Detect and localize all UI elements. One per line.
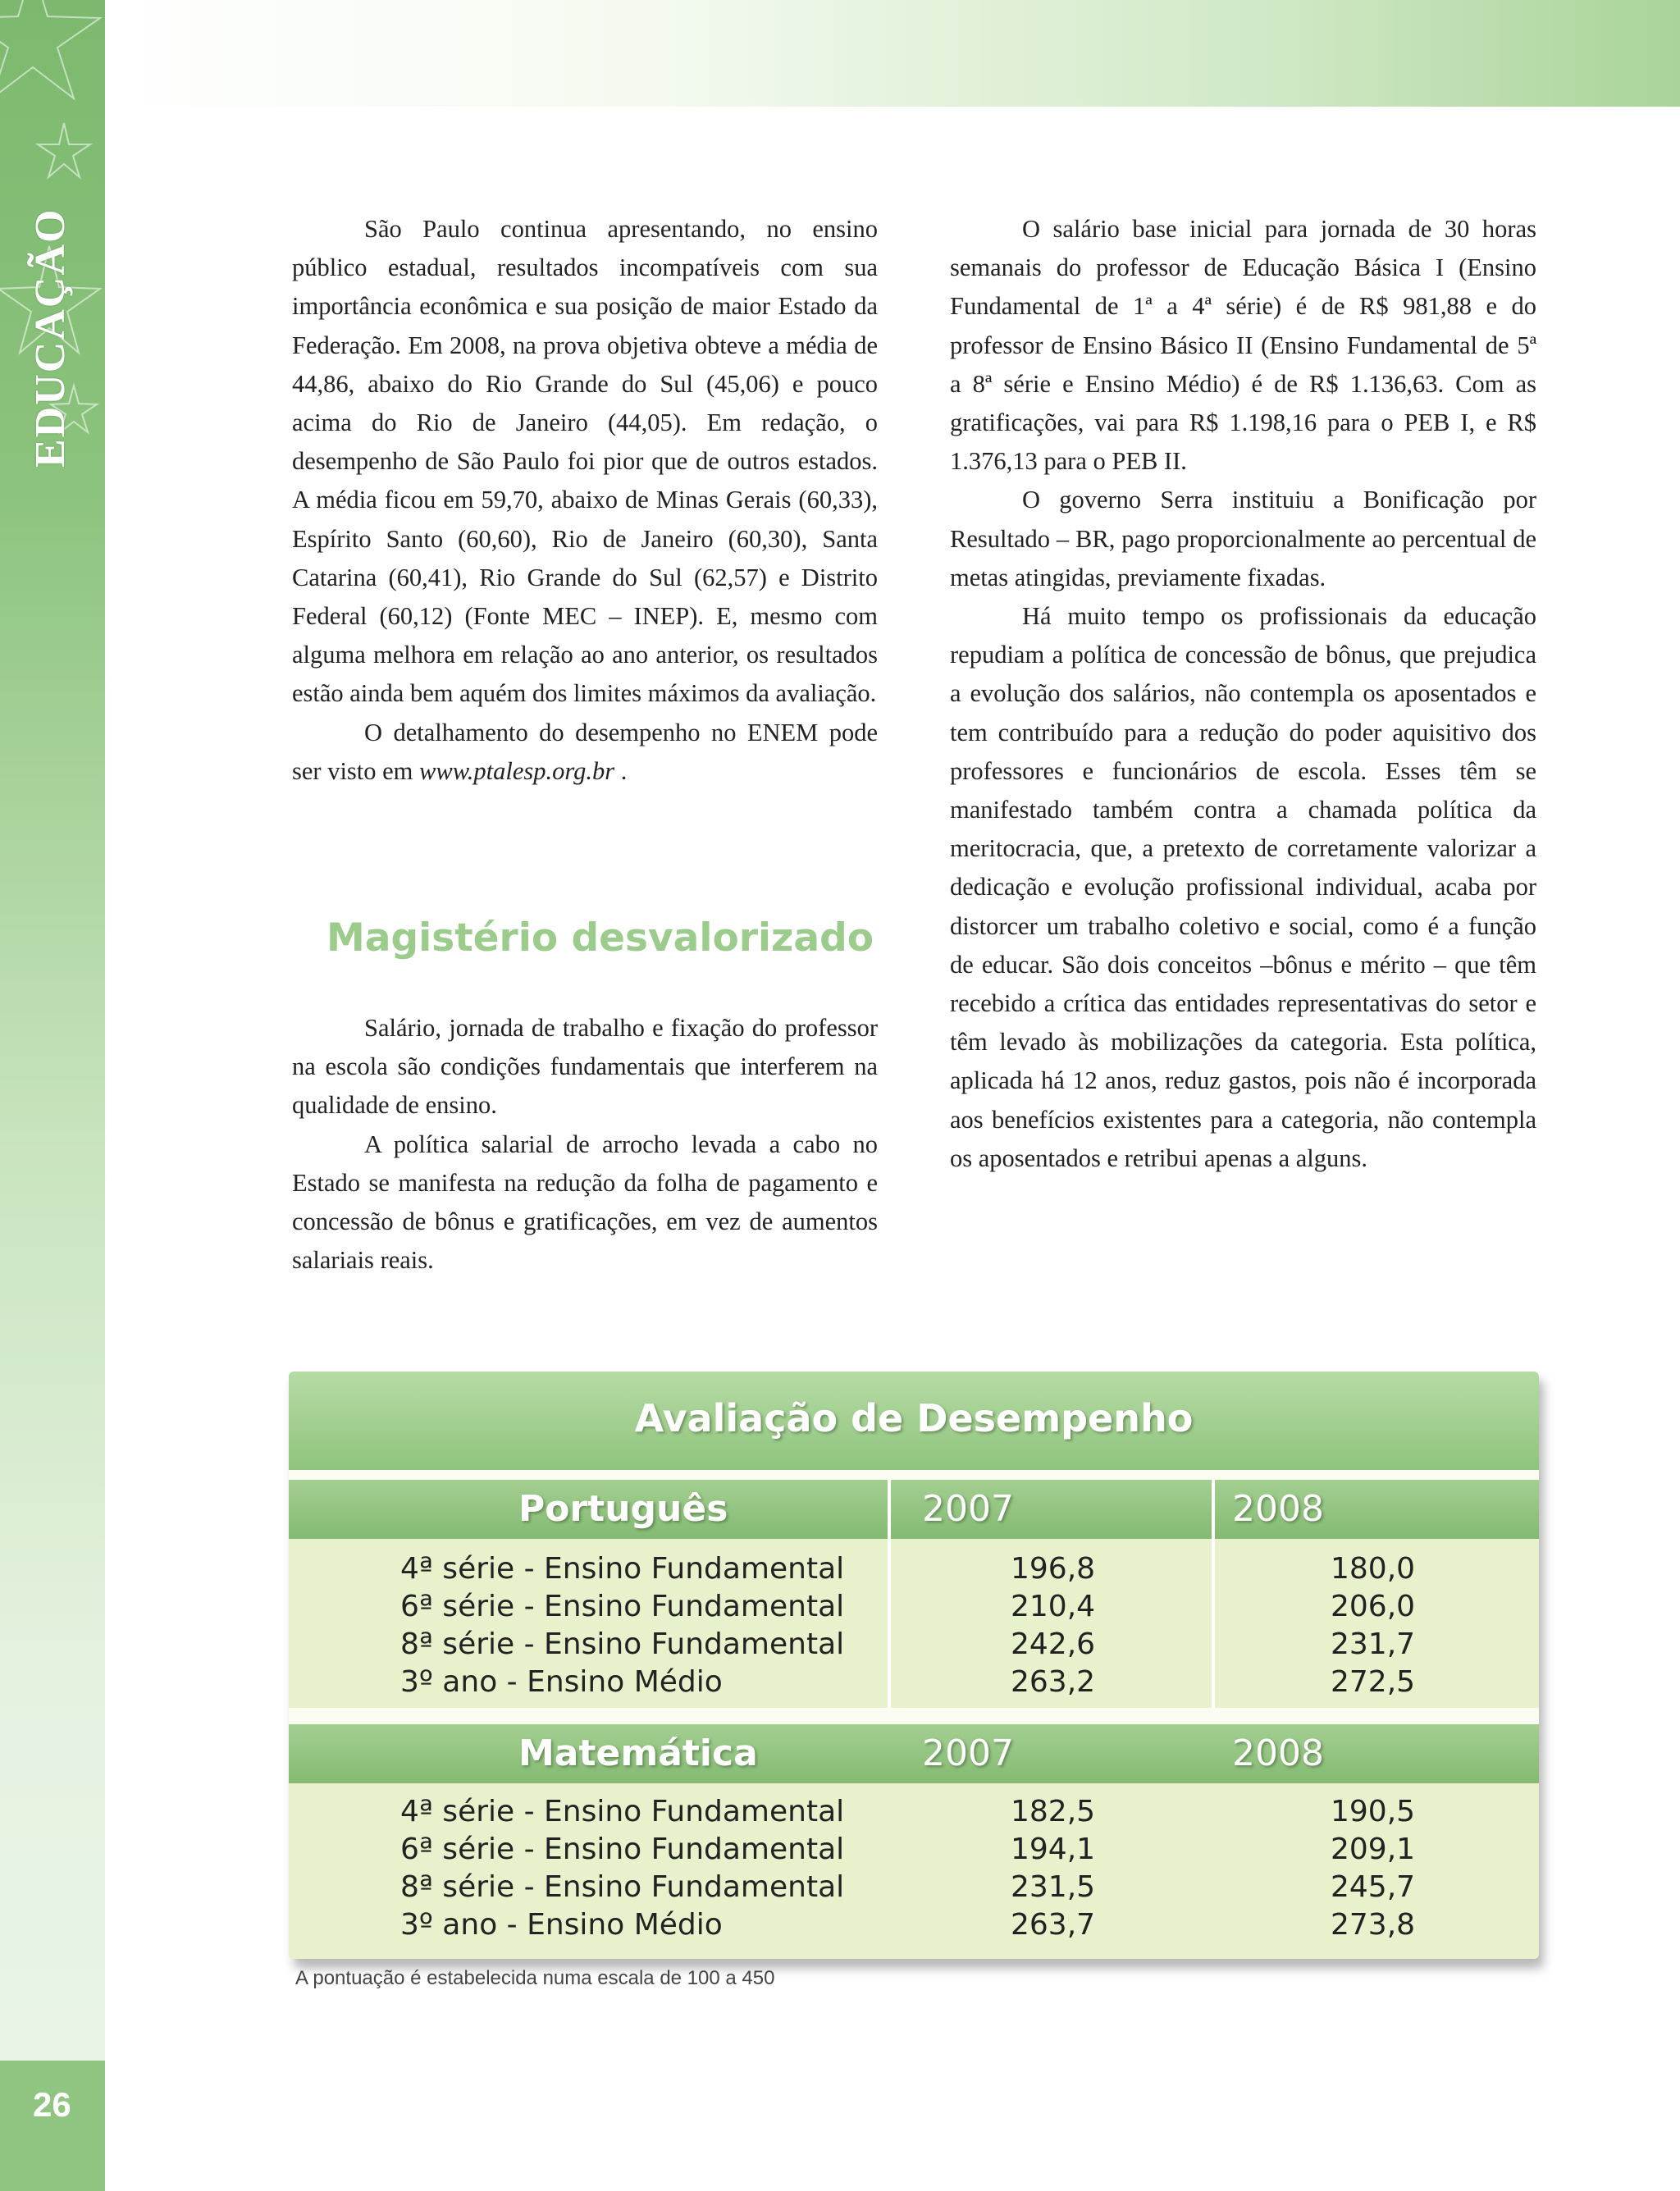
value-2008: 209,1 bbox=[1331, 1833, 1416, 1866]
table-row bbox=[289, 1624, 1539, 1662]
row-label: 4ª série - Ensino Fundamental bbox=[400, 1552, 845, 1586]
value-2008: 180,0 bbox=[1331, 1552, 1416, 1586]
value-2007: 231,5 bbox=[1011, 1870, 1096, 1904]
section-heading: Magistério desvalorizado bbox=[326, 915, 874, 961]
value-2007: 263,2 bbox=[1011, 1665, 1096, 1699]
value-2008: 206,0 bbox=[1331, 1590, 1416, 1623]
row-label: 3º ano - Ensino Médio bbox=[400, 1908, 723, 1942]
value-2008: 272,5 bbox=[1331, 1665, 1416, 1699]
left-column bbox=[292, 210, 878, 791]
section-label: EDUCAÇÃO bbox=[27, 208, 74, 468]
subject-label: Matemática bbox=[518, 1732, 758, 1774]
paragraph-end: . bbox=[614, 756, 628, 785]
paragraph-text: O detalhamento do desempenho no ENEM pode ser visto em bbox=[292, 718, 878, 785]
column-divider bbox=[1212, 1480, 1215, 1708]
year-label: 2008 bbox=[1232, 1488, 1324, 1530]
value-2007: 182,5 bbox=[1011, 1795, 1096, 1828]
table-row bbox=[289, 1829, 1539, 1867]
paragraph: O governo Serra instituiu a Bonificação por Resultado – BR, pago proporcionalmente ao percentual de metas atingidas, previamente fixadas. bbox=[950, 486, 1536, 591]
value-2008: 190,5 bbox=[1331, 1795, 1416, 1828]
table-row bbox=[289, 1792, 1539, 1829]
table-body-portugues bbox=[289, 1539, 1539, 1708]
table-row bbox=[289, 1549, 1539, 1586]
value-2008: 273,8 bbox=[1331, 1908, 1416, 1942]
performance-table bbox=[289, 1372, 1539, 1959]
table-body-matematica bbox=[289, 1783, 1539, 1959]
row-label: 6ª série - Ensino Fundamental bbox=[400, 1833, 845, 1866]
right-column bbox=[950, 210, 1536, 1178]
table-title: Avaliação de Desempenho bbox=[634, 1396, 1194, 1440]
row-label: 3º ano - Ensino Médio bbox=[400, 1665, 723, 1699]
paragraph: O salário base inicial para jornada de 30 horas semanais do professor de Educação Básica I (Ensino Fundamental de 1ª a 4ª série) é de R$ 981,88 e do professor de Ensino Básico II (Ensino Fundamental de 5ª a 8ª série e Ensino Médio) é de R$ 1.136,63. Com as gratificações, vai para R$ 1.198,16 para o PEB I, e R$ 1.376,13 para o PEB II. bbox=[950, 215, 1536, 476]
left-column-lower bbox=[292, 1009, 878, 1280]
column-divider bbox=[888, 1480, 891, 1708]
subject-label: Português bbox=[518, 1488, 728, 1530]
year-label: 2007 bbox=[922, 1732, 1014, 1774]
table-header-matematica bbox=[289, 1724, 1539, 1783]
table-row bbox=[289, 1662, 1539, 1700]
value-2007: 263,7 bbox=[1011, 1908, 1096, 1942]
value-2007: 194,1 bbox=[1011, 1833, 1096, 1866]
header-band bbox=[105, 0, 1680, 107]
table-footnote: A pontuação é estabelecida numa escala de 100 a 450 bbox=[295, 1967, 775, 1989]
url-link[interactable]: www.ptalesp.org.br bbox=[419, 756, 615, 785]
value-2007: 210,4 bbox=[1011, 1590, 1096, 1623]
year-label: 2008 bbox=[1232, 1732, 1324, 1774]
page-number-text: 26 bbox=[33, 2085, 71, 2124]
table-title-bar bbox=[289, 1372, 1539, 1470]
paragraph: A política salarial de arrocho levada a cabo no Estado se manifesta na redução da folha de pagamento e concessão de bônus e gratificações, em vez de aumentos salariais reais. bbox=[292, 1130, 878, 1275]
year-label: 2007 bbox=[922, 1488, 1014, 1530]
row-label: 8ª série - Ensino Fundamental bbox=[400, 1627, 845, 1661]
value-2008: 245,7 bbox=[1331, 1870, 1416, 1904]
sidebar bbox=[0, 0, 105, 2191]
value-2007: 196,8 bbox=[1011, 1552, 1096, 1586]
table-header-portugues bbox=[289, 1480, 1539, 1539]
table-row bbox=[289, 1867, 1539, 1905]
paragraph-enem bbox=[292, 714, 878, 791]
row-label: 4ª série - Ensino Fundamental bbox=[400, 1795, 845, 1828]
value-2007: 242,6 bbox=[1011, 1627, 1096, 1661]
paragraph: Há muito tempo os profissionais da educação repudiam a política de concessão de bônus, que prejudica a evolução dos salários, não contempla os aposentados e tem contribuído para a redução do poder aquisitivo dos professores e funcionários de escola. Esses têm se manifestado também contra a chamada política da meritocracia, que, a pretexto de corretamente valorizar a dedicação e evolução profissional individual, acaba por distorcer um trabalho coletivo e social, como é a função de educar. São dois conceitos –bônus e mérito – que têm recebido a crítica das entidades representativas do setor e têm levado às mobilizações da categoria. Esta política, aplicada há 12 anos, reduz gastos, pois não é incorporada aos benefícios existentes para a categoria, não contempla os aposentados e retribui apenas a alguns. bbox=[950, 602, 1536, 1172]
page-number bbox=[0, 2061, 105, 2191]
value-2008: 231,7 bbox=[1331, 1627, 1416, 1661]
paragraph: São Paulo continua apresentando, no ensino público estadual, resultados incompatíveis com sua importância econômica e sua posição de maior Estado da Federação. Em 2008, na prova objetiva obteve a média de 44,86, abaixo do Rio Grande do Sul (45,06) e pouco acima do Rio de Janeiro (44,05). Em redação, o desempenho de São Paulo foi pior que de outros estados. A média ficou em 59,70, abaixo de Minas Gerais (60,33), Espírito Santo (60,60), Rio de Janeiro (60,30), Santa Catarina (60,41), Rio Grande do Sul (62,57) e Distrito Federal (60,12) (Fonte MEC – INEP). E, mesmo com alguma melhora em relação ao ano anterior, os resultados estão ainda bem aquém dos limites máximos da avaliação. bbox=[292, 215, 878, 708]
paragraph: Salário, jornada de trabalho e fixação do professor na escola são condições fundamentais que interferem na qualidade de ensino. bbox=[292, 1014, 878, 1120]
row-label: 8ª série - Ensino Fundamental bbox=[400, 1870, 845, 1904]
table-row bbox=[289, 1586, 1539, 1624]
table-row bbox=[289, 1905, 1539, 1942]
row-label: 6ª série - Ensino Fundamental bbox=[400, 1590, 845, 1623]
performance-table-figure bbox=[289, 1372, 1544, 2044]
